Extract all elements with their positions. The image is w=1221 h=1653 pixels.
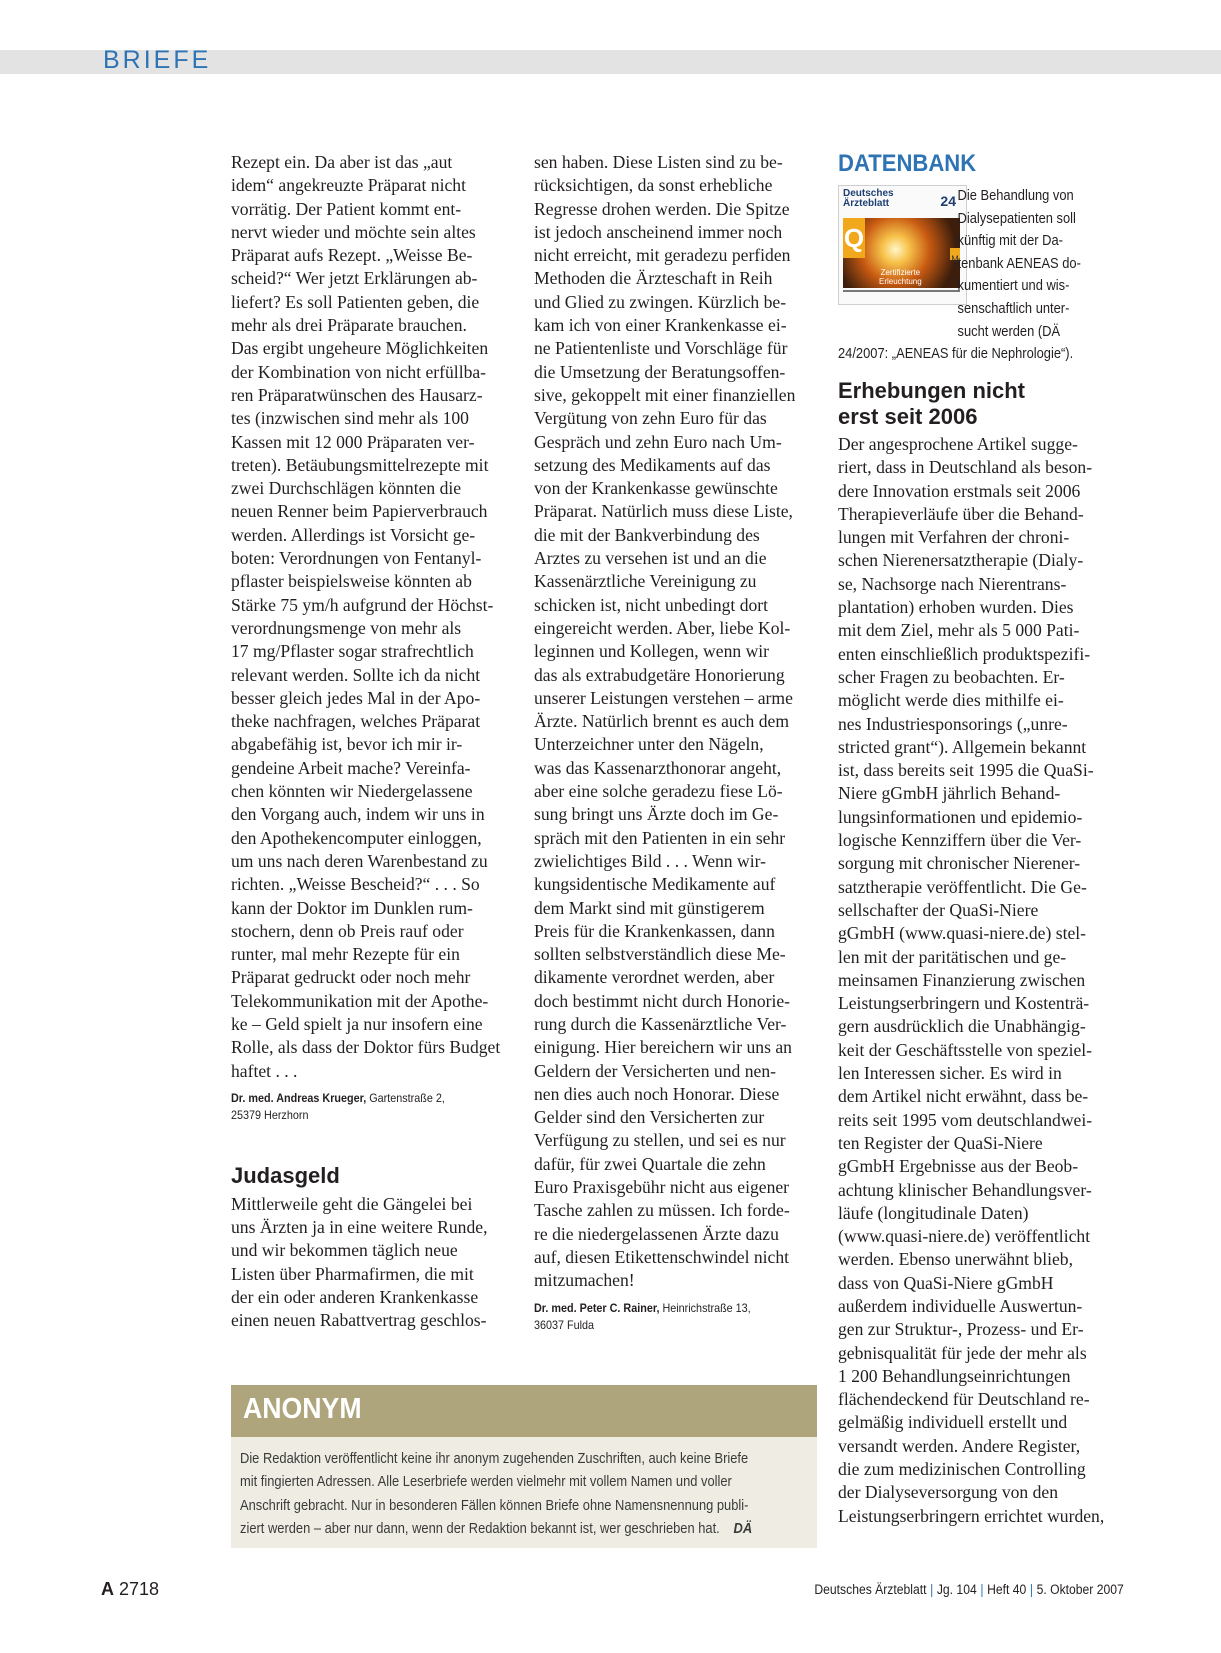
page-number [101, 1579, 159, 1600]
letter-heading: Erhebungen nicht erst seit 2006 [838, 378, 1025, 429]
anonym-line-last: ziert werden – aber nur dann, wenn der Redaktion bekannt ist, wer geschrieben hat. DÄ [240, 1519, 753, 1537]
footer-journal: Deutsches Ärzteblatt [814, 1582, 927, 1597]
datenbank-line: kumentiert und wis- [957, 277, 1070, 295]
datenbank-line: tenbank AENEAS do- [957, 254, 1081, 272]
datenbank-line: senschaftlich unter- [957, 299, 1070, 317]
cover-q-badge: Q [843, 218, 865, 258]
anonym-line: Die Redaktion veröffentlicht keine ihr anonym zugehenden Zuschriften, auch keine Briefe [240, 1450, 749, 1467]
letter-signature [534, 1300, 824, 1334]
letter-heading: Judasgeld [231, 1162, 340, 1188]
page-number-value: 2718 [119, 1579, 160, 1599]
signature-name: Dr. med. Andreas Krueger, [231, 1090, 367, 1105]
datenbank-line: 24/2007: „AENEAS für die Nephrologie“). [838, 345, 1074, 363]
letter-body: Rezept ein. Da aber ist das „aut idem“ angekreuzte Präparat nicht vorrätig. Der Patient kommt ent- nervt wieder und möchte sein altes Präparat aufs Rezept. „Weisse Be- scheid?“ Wer jetzt Erklärungen ab- liefert? Es soll Patienten geben, die mehr als drei Präparate brauchen. Das ergibt ungeheure Möglichkeiten der Kombination von nicht erfüllba- ren Präparatwünschen des Hausarz- tes (inzwischen sind mehr als 100 Kassen mit 12 000 Präparaten ver- treten). Betäubungsmittelrezepte mit zwei Durchschlägen könnten die neuen Renner beim Papierverbrauch werden. Allerdings ist Vorsicht ge- boten: Verordnungen von Fentanyl- pflaster beispielsweise könnten ab Stärke 75 ym/h aufgrund der Höchst- verordnungsmenge von mehr als 17 mg/Pflaster sogar strafrechtlich relevant werden. Sollte ich da nicht besser gleich jedes Mal in der Apo- theke nachfragen, welches Präparat abgabefähig ist, bevor ich mir ir- gendeine Arbeit mache? Vereinfa- chen könnten wir Niedergelassene den Vorgang auch, indem wir uns in den Apothekencomputer einloggen, um uns nach deren Warenbestand zu richten. „Weisse Bescheid?“ . . . So kann der Doktor im Dunklen rum- stochern, denn ob Preis rauf oder runter, mal mehr Rezepte für ein Präparat gedruckt oder noch mehr Telekommunikation mit der Apothe- ke – Geld spielt ja nur insofern eine Rolle, als dass der Doktor fürs Budget haftet . . . [231, 152, 501, 1081]
datenbank-text [838, 185, 1128, 366]
section-label: BRIEFE [103, 46, 212, 74]
footer-date: 5. Oktober 2007 [1036, 1582, 1124, 1597]
anonym-line: mit fingierten Adressen. Alle Leserbriefe werden vielmehr mit vollem Namen und voller [240, 1473, 732, 1491]
column-3 [838, 151, 1128, 1528]
datenbank-box [838, 150, 1128, 363]
cover-m-badge: M [950, 248, 960, 260]
column-1 [231, 151, 521, 1333]
anonym-text [240, 1447, 790, 1540]
footer-separator: | [930, 1582, 934, 1597]
letter-body: sen haben. Diese Listen sind zu be- rücksichtigen, da sonst erhebliche Regresse drohen werden. Die Spitze ist jedoch anscheinend immer noch nicht erreicht, mit geradezu perfiden Methoden die Ärzteschaft in Reih und Glied zu zwingen. Kürzlich be- kam ich von einer Krankenkasse ei- ne Patientenliste und Vorschläge für die Umsetzung der Beratungsoffen- sive, gekoppelt mit einer finanziellen Vergütung von zehn Euro für das Gespräch und zehn Euro nach Um- setzung des Medikaments auf das von der Krankenkasse gewünschte Präparat. Natürlich muss diese Liste, die mit der Bankverbindung des Arztes zu versehen ist und an die Kassenärztliche Vereinigung zu schicken ist, nicht unbedingt dort eingereicht werden. Aber, liebe Kol- leginnen und Kollegen, wenn wir das als extrabudgetäre Honorierung unserer Leistungen verstehen – arme Ärzte. Natürlich brennt es auch dem Unterzeichner unter den Nägeln, was das Kassenarzthonorar angeht, aber eine solche geradezu fiese Lö- sung bringt uns Ärzte doch im Ge- spräch mit den Patienten in ein sehr zwielichtiges Bild . . . Wenn wir- kungsidentische Medikamente auf dem Markt sind mit günstigerem Preis für die Krankenkassen, dann sollten selbstverständlich diese Me- dikamente verordnet werden, aber doch bestimmt nicht durch Honorie- rung durch die Kassenärztliche Ver- einigung. Hier bereichern wir uns an Geldern der Versicherten und nen- nen dies auch noch Honorar. Diese Gelder sind den Versicherten zur Verfügung zu stellen, und sei es nur dafür, für zwei Quartale die zehn Euro Praxisgebühr nicht aus eigener Tasche zahlen zu müssen. Ich forde- re die niedergelassenen Ärzte dazu auf, diesen Etikettenschwindel nicht mitzumachen! [534, 152, 796, 1291]
cover-issue-number: 24 [940, 193, 956, 209]
letter-body: Mittlerweile geht die Gängelei bei uns Ärzten ja in eine weitere Runde, und wir bekommen täglich neue Listen über Pharmafirmen, die mit der ein oder anderen Krankenkasse einen neuen Rabattvertrag geschlos- [231, 1193, 488, 1331]
signature-name: Dr. med. Peter C. Rainer, [534, 1300, 660, 1315]
signature-address: Heinrichstraße 13, 36037 Fulda [534, 1300, 751, 1332]
footer-issue: Heft 40 [987, 1582, 1027, 1597]
cover-caption: Zertifizierte Erleuchtung [879, 268, 922, 286]
page-prefix: A [101, 1579, 114, 1599]
anonym-mark: DÄ [733, 1519, 753, 1537]
datenbank-line: Die Behandlung von [957, 187, 1074, 204]
anonym-line: Anschrift gebracht. Nur in besonderen Fällen können Briefe ohne Namensnennung publi- [240, 1496, 749, 1514]
signature-address: Gartenstraße 2, 25379 Herzhorn [231, 1090, 445, 1122]
letter-signature [231, 1090, 521, 1124]
datenbank-line: sucht werden (DÄ [957, 322, 1061, 340]
column-2 [534, 151, 824, 1334]
datenbank-title: DATENBANK [838, 150, 977, 177]
anonym-notice-box [231, 1385, 817, 1548]
footer-volume: Jg. 104 [937, 1582, 977, 1597]
footer-separator: | [1030, 1582, 1034, 1597]
datenbank-line: Dialysepatienten soll [957, 209, 1076, 227]
cover-title: Deutsches Ärzteblatt [843, 188, 894, 209]
footer-citation [815, 1582, 1124, 1597]
footer-separator: | [980, 1582, 984, 1597]
anonym-title: ANONYM [243, 1393, 362, 1425]
datenbank-line: künftig mit der Da- [957, 232, 1063, 250]
letter-body: Der angesprochene Artikel sugge- riert, dass in Deutschland als beson- dere Innovation erstmals seit 2006 Therapieverläufe über die Behand- lungen mit Verfahren der chroni- schen Nierenersatztherapie (Dialy- se, Nachsorge nach Nierentrans- plantation) erhoben wurden. Dies mit dem Ziel, mehr als 5 000 Pati- enten einschließlich produktspezifi- scher Fragen zu beobachten. Er- möglicht werde dies mithilfe ei- nes Industriesponsorings („unre- stricted grant“). Allgemein bekannt ist, dass bereits seit 1995 die QuaSi- Niere gGmbH jährlich Behand- lungsinformationen und epidemio- logische Kennziffern über die Ver- sorgung mit chronischer Nierener- satztherapie veröffentlicht. Die Ge- sellschafter der QuaSi-Niere gGmbH (www.quasi-niere.de) stel- len mit der paritätischen und ge- meinsamen Finanzierung zwischen Leistungserbringern und Kostenträ- gern ausdrücklich die Unabhängig- keit der Geschäftsstelle von speziel- len Interessen sicher. Es wird in dem Artikel nicht erwähnt, dass be- reits seit 1995 vom deutschlandwei- ten Register der QuaSi-Niere gGmbH Ergebnisse aus der Beob- achtung klinischer Behandlungsver- läufe (longitudinale Daten) (www.quasi-niere.de) veröffentlicht werden. Ebenso unerwähnt blieb, dass von QuaSi-Niere gGmbH außerdem individuelle Auswertun- gen zur Struktur-, Prozess- und Er- gebnisqualität für jede der mehr als 1 200 Behandlungseinrichtungen flächendeckend für Deutschland re- gelmäßig individuell erstellt und versandt werden. Andere Register, die zum medizinischen Controlling der Dialyseversorgung von den Leistungserbringern errichtet wurden, [838, 434, 1105, 1526]
